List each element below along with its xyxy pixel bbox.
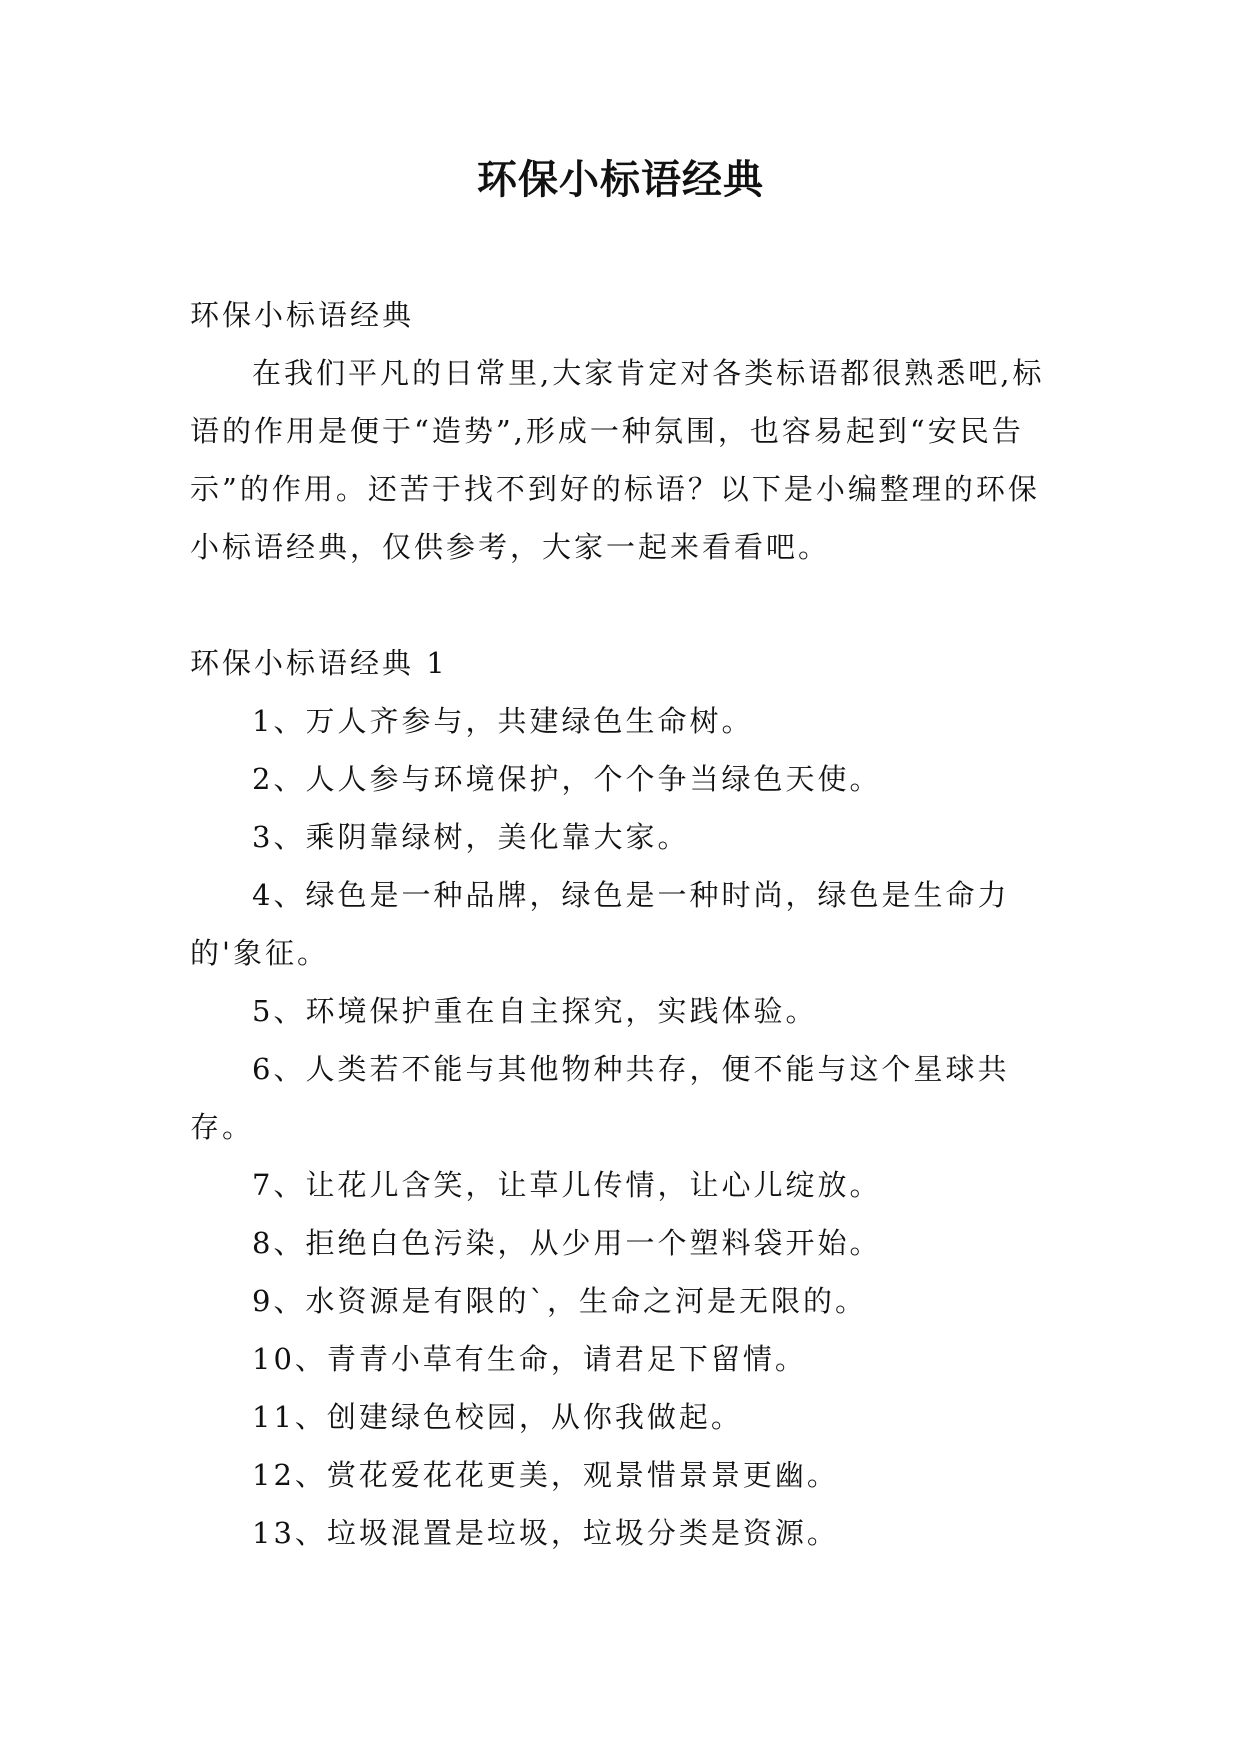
list-item: 11、创建绿色校园，从你我做起。 <box>252 1400 743 1434</box>
intro-paragraph: 在我们平凡的日常里,大家肯定对各类标语都很熟悉吧,标语的作用是便于“造势”,形成一种氛围，也容易起到“安民告示”的作用。还苦于找不到好的标语？以下是小编整理的环保小标语经典，仅供参考，大家一起来看看吧。 <box>190 356 1045 564</box>
section-heading: 环保小标语经典 1 <box>190 646 448 680</box>
document-body <box>190 286 1050 1562</box>
list-item: 7、让花儿含笑，让草儿传情，让心儿绽放。 <box>252 1168 882 1202</box>
list-item: 6、人类若不能与其他物种共存，便不能与这个星球共存。 <box>190 1052 1010 1144</box>
subtitle: 环保小标语经典 <box>190 298 415 332</box>
list-item: 10、青青小草有生命，请君足下留情。 <box>252 1342 807 1376</box>
list-item: 9、水资源是有限的`，生命之河是无限的。 <box>252 1284 867 1318</box>
list-item: 3、乘阴靠绿树，美化靠大家。 <box>252 820 690 854</box>
list-item: 8、拒绝白色污染，从少用一个塑料袋开始。 <box>252 1226 882 1260</box>
document-title: 环保小标语经典 <box>477 156 764 203</box>
list-item: 1、万人齐参与，共建绿色生命树。 <box>252 704 754 738</box>
list-item: 4、绿色是一种品牌，绿色是一种时尚，绿色是生命力的'象征。 <box>190 878 1010 970</box>
list-item: 13、垃圾混置是垃圾，垃圾分类是资源。 <box>252 1516 839 1550</box>
paragraph-spacer <box>190 576 1050 634</box>
list-item: 5、环境保护重在自主探究，实践体验。 <box>252 994 818 1028</box>
list-item: 12、赏花爱花花更美，观景惜景景更幽。 <box>252 1458 839 1492</box>
list-item: 2、人人参与环境保护，个个争当绿色天使。 <box>252 762 882 796</box>
